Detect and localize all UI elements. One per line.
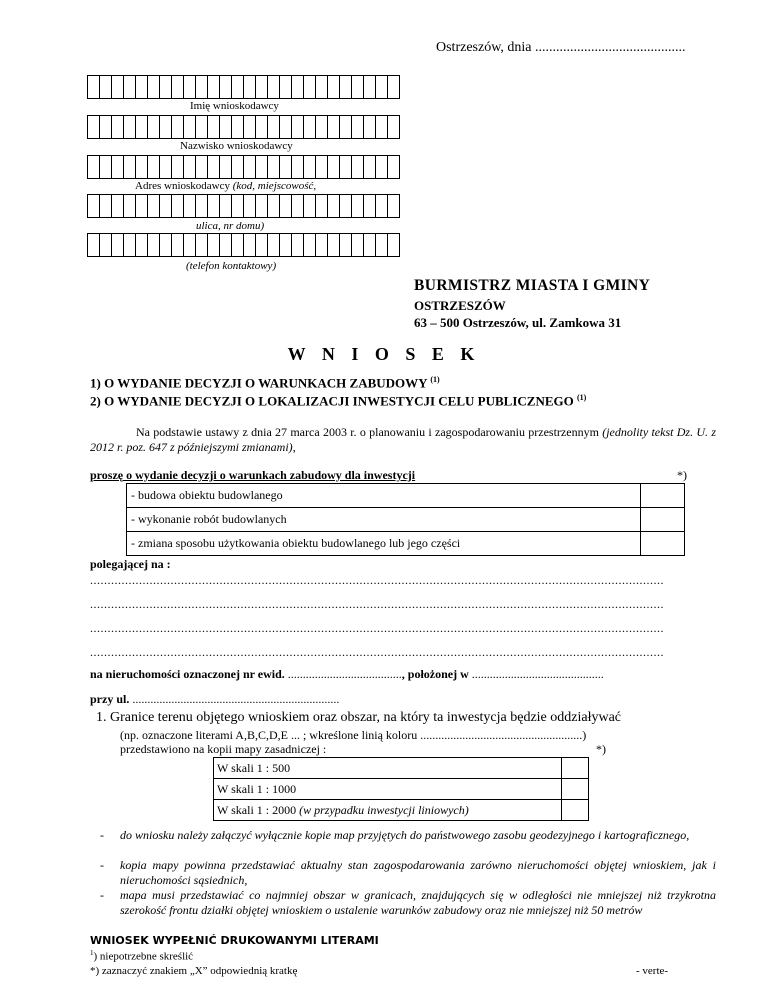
letter-cell[interactable] — [340, 155, 352, 179]
first-name-input-grid[interactable] — [87, 75, 400, 99]
letter-cell[interactable] — [280, 75, 292, 99]
caps-instruction: WNIOSEK WYPEŁNIĆ DRUKOWANYMI LITERAMI — [90, 934, 379, 947]
table-row — [214, 800, 589, 821]
letter-cell[interactable] — [184, 155, 196, 179]
note-dash: - — [100, 888, 104, 902]
letter-cell[interactable] — [304, 233, 316, 257]
letter-cell[interactable] — [208, 194, 220, 218]
letter-cell[interactable] — [376, 75, 388, 99]
letter-cell[interactable] — [256, 194, 268, 218]
letter-cell[interactable] — [388, 155, 400, 179]
investment-type-label: - zmiana sposobu użytkowania obiektu budowlanego lub jego części — [127, 532, 641, 556]
letter-cell[interactable] — [112, 194, 124, 218]
letter-cell[interactable] — [352, 233, 364, 257]
letter-cell[interactable] — [124, 155, 136, 179]
letter-cell[interactable] — [100, 75, 112, 99]
letter-cell[interactable] — [208, 75, 220, 99]
letter-cell[interactable] — [88, 115, 100, 139]
letter-cell[interactable] — [268, 233, 280, 257]
note-dash: - — [100, 828, 104, 842]
table-row — [127, 484, 685, 508]
letter-cell[interactable] — [376, 194, 388, 218]
letter-cell[interactable] — [124, 75, 136, 99]
letter-cell[interactable] — [220, 115, 232, 139]
letter-cell[interactable] — [352, 115, 364, 139]
footnote-1: $^1$) niepotrzebne skreślić — [90, 949, 194, 963]
letter-cell[interactable] — [244, 115, 256, 139]
letter-cell[interactable] — [172, 75, 184, 99]
letter-cell[interactable] — [208, 233, 220, 257]
footnote-2: *) zaznaczyć znakiem „X” odpowiednią kratkę — [90, 965, 298, 977]
phone-input-grid[interactable] — [87, 233, 400, 257]
letter-cell[interactable] — [388, 115, 400, 139]
letter-cell[interactable] — [208, 155, 220, 179]
letter-cell[interactable] — [316, 194, 328, 218]
letter-cell[interactable] — [160, 155, 172, 179]
letter-cell[interactable] — [232, 75, 244, 99]
note-text: do wniosku należy załączyć wyłącznie kopie map przyjętych do państwowego zasobu geodezyjnego i kartograficznego, — [120, 828, 690, 842]
request-line: proszę o wydanie decyzji o warunkach zabudowy dla inwestycji — [90, 468, 416, 482]
letter-cell[interactable] — [316, 75, 328, 99]
letter-cell[interactable] — [304, 155, 316, 179]
address-caption-2: ulica, nr domu) — [196, 220, 265, 232]
letter-cell[interactable] — [244, 75, 256, 99]
letter-cell[interactable] — [376, 115, 388, 139]
letter-cell[interactable] — [364, 155, 376, 179]
note-text: kopia mapy powinna przedstawiać aktualny stan zagospodarowania zarówno nieruchomości objętej wnioskiem, jak i nieruchomości sąsiednich, — [120, 858, 716, 887]
consisting-label: polegającej na : — [90, 557, 171, 571]
letter-cell[interactable] — [304, 194, 316, 218]
letter-cell[interactable] — [388, 75, 400, 99]
letter-cell[interactable] — [232, 194, 244, 218]
addressee-title: BURMISTRZ MIASTA I GMINY — [414, 277, 651, 294]
scale-checkbox[interactable] — [562, 779, 589, 800]
letter-cell[interactable] — [364, 194, 376, 218]
letter-cell[interactable] — [244, 194, 256, 218]
investment-type-label: - wykonanie robót budowlanych — [127, 508, 641, 532]
table-row — [214, 758, 589, 779]
letter-cell[interactable] — [148, 194, 160, 218]
letter-cell[interactable] — [88, 155, 100, 179]
letter-cell[interactable] — [352, 155, 364, 179]
letter-cell[interactable] — [160, 233, 172, 257]
letter-cell[interactable] — [376, 155, 388, 179]
letter-cell[interactable] — [292, 75, 304, 99]
scale-label: W skali 1 : 1000 — [214, 779, 562, 800]
letter-cell[interactable] — [376, 233, 388, 257]
scale-checkbox[interactable] — [562, 800, 589, 821]
letter-cell[interactable] — [208, 115, 220, 139]
letter-cell[interactable] — [268, 194, 280, 218]
letter-cell[interactable] — [100, 115, 112, 139]
letter-cell[interactable] — [292, 233, 304, 257]
letter-cell[interactable] — [136, 115, 148, 139]
letter-cell[interactable] — [148, 115, 160, 139]
letter-cell[interactable] — [280, 115, 292, 139]
letter-cell[interactable] — [100, 233, 112, 257]
letter-cell[interactable] — [136, 233, 148, 257]
letter-cell[interactable] — [220, 233, 232, 257]
boundaries-heading: 1. Granice terenu objętego wnioskiem oraz obszar, na który ta inwestycja będzie oddziaływać — [96, 710, 622, 725]
description-line[interactable]: .................................................................................................................................................................... — [90, 621, 664, 635]
map-scale-table — [213, 757, 589, 821]
letter-cell[interactable] — [364, 115, 376, 139]
scale-label: W skali 1 : 2000 (w przypadku inwestycji liniowych) — [214, 800, 562, 821]
letter-cell[interactable] — [196, 115, 208, 139]
description-line[interactable]: .................................................................................................................................................................... — [90, 573, 664, 587]
letter-cell[interactable] — [196, 155, 208, 179]
boundaries-star: *) — [596, 742, 606, 756]
description-line[interactable]: .................................................................................................................................................................... — [90, 645, 664, 659]
letter-cell[interactable] — [268, 115, 280, 139]
addressee-address: 63 – 500 Ostrzeszów, ul. Zamkowa 31 — [414, 315, 622, 330]
letter-cell[interactable] — [328, 155, 340, 179]
investment-type-label: - budowa obiektu budowlanego — [127, 484, 641, 508]
letter-cell[interactable] — [172, 233, 184, 257]
letter-cell[interactable] — [148, 155, 160, 179]
letter-cell[interactable] — [196, 233, 208, 257]
table-row — [214, 779, 589, 800]
letter-cell[interactable] — [88, 75, 100, 99]
last-name-caption: Nazwisko wnioskodawcy — [180, 140, 293, 152]
table-row — [127, 508, 685, 532]
scale-label: W skali 1 : 500 — [214, 758, 562, 779]
letter-cell[interactable] — [340, 115, 352, 139]
letter-cell[interactable] — [364, 233, 376, 257]
first-name-caption: Imię wnioskodawcy — [190, 100, 279, 112]
letter-cell[interactable] — [256, 75, 268, 99]
letter-cell[interactable] — [256, 115, 268, 139]
letter-cell[interactable] — [364, 75, 376, 99]
property-line[interactable]: na nieruchomości oznaczonej nr ewid. ......................................, położonej w ............................................ — [90, 667, 604, 681]
letter-cell[interactable] — [184, 115, 196, 139]
letter-cell[interactable] — [196, 194, 208, 218]
letter-cell[interactable] — [256, 155, 268, 179]
letter-cell[interactable] — [268, 75, 280, 99]
letter-cell[interactable] — [232, 115, 244, 139]
investment-type-checkbox[interactable] — [641, 484, 685, 508]
letter-cell[interactable] — [172, 194, 184, 218]
last-name-input-grid[interactable] — [87, 115, 400, 139]
letter-cell[interactable] — [280, 194, 292, 218]
address-caption: Adres wnioskodawcy (kod, miejscowość, — [135, 180, 317, 192]
letter-cell[interactable] — [292, 194, 304, 218]
address-input-grid-1[interactable] — [87, 155, 400, 179]
letter-cell[interactable] — [196, 75, 208, 99]
letter-cell[interactable] — [100, 194, 112, 218]
letter-cell[interactable] — [388, 233, 400, 257]
letter-cell[interactable] — [100, 155, 112, 179]
letter-cell[interactable] — [316, 115, 328, 139]
letter-cell[interactable] — [232, 233, 244, 257]
letter-cell[interactable] — [340, 194, 352, 218]
letter-cell[interactable] — [88, 194, 100, 218]
letter-cell[interactable] — [148, 75, 160, 99]
legal-basis: Na podstawie ustawy z dnia 27 marca 2003 r. o planowaniu i zagospodarowaniu przestrzennym (jednolity tekst Dz. U. z 2012 r. poz. 647 z późniejszymi zmianami), — [90, 425, 716, 454]
letter-cell[interactable] — [244, 233, 256, 257]
letter-cell[interactable] — [328, 233, 340, 257]
letter-cell[interactable] — [124, 194, 136, 218]
boundaries-sub1: (np. oznaczone literami A,B,C,D,E ... ; wkreślone linią koloru ......................................................) — [120, 728, 587, 742]
option-2[interactable]: 2) O WYDANIE DECYZJI O LOKALIZACJI INWESTYCJI CELU PUBLICZNEGO $^{(1)}$ — [90, 393, 587, 409]
table-row — [127, 532, 685, 556]
letter-cell[interactable] — [160, 194, 172, 218]
letter-cell[interactable] — [316, 155, 328, 179]
addressee-city: OSTRZESZÓW — [414, 298, 506, 313]
letter-cell[interactable] — [328, 75, 340, 99]
address-input-grid-2[interactable] — [87, 194, 400, 218]
letter-cell[interactable] — [292, 115, 304, 139]
note-text: mapa musi przedstawiać co najmniej obszar w granicach, znajdujących się w odległości nie mniejszej niż trzykrotna szerokość frontu działki objętej wnioskiem o ustalenie warunków zabudowy oraz nie mniejszej niż 50 metrów — [120, 888, 716, 917]
letter-cell[interactable] — [304, 115, 316, 139]
letter-cell[interactable] — [148, 233, 160, 257]
letter-cell[interactable] — [184, 75, 196, 99]
letter-cell[interactable] — [256, 233, 268, 257]
letter-cell[interactable] — [280, 233, 292, 257]
street-line[interactable]: przy ul. ..................................................................... — [90, 692, 340, 706]
letter-cell[interactable] — [184, 233, 196, 257]
letter-cell[interactable] — [136, 155, 148, 179]
letter-cell[interactable] — [220, 155, 232, 179]
investment-type-checkbox[interactable] — [641, 532, 685, 556]
letter-cell[interactable] — [112, 155, 124, 179]
letter-cell[interactable] — [112, 233, 124, 257]
phone-caption: (telefon kontaktowy) — [186, 260, 277, 272]
letter-cell[interactable] — [172, 115, 184, 139]
letter-cell[interactable] — [328, 115, 340, 139]
letter-cell[interactable] — [160, 75, 172, 99]
note-dash: - — [100, 858, 104, 872]
letter-cell[interactable] — [172, 155, 184, 179]
letter-cell[interactable] — [244, 155, 256, 179]
letter-cell[interactable] — [316, 233, 328, 257]
letter-cell[interactable] — [268, 155, 280, 179]
letter-cell[interactable] — [220, 75, 232, 99]
verte-note: - verte- — [636, 965, 669, 977]
letter-cell[interactable] — [352, 194, 364, 218]
letter-cell[interactable] — [160, 115, 172, 139]
letter-cell[interactable] — [124, 233, 136, 257]
investment-type-checkbox[interactable] — [641, 508, 685, 532]
option-1[interactable]: 1) O WYDANIE DECYZJI O WARUNKACH ZABUDOWY $^{(1)}$ — [90, 375, 440, 391]
letter-cell[interactable] — [136, 75, 148, 99]
letter-cell[interactable] — [292, 155, 304, 179]
letter-cell[interactable] — [340, 233, 352, 257]
description-line[interactable]: .................................................................................................................................................................... — [90, 597, 664, 611]
letter-cell[interactable] — [88, 233, 100, 257]
letter-cell[interactable] — [112, 115, 124, 139]
date-line[interactable]: Ostrzeszów, dnia ........................................... — [436, 40, 686, 55]
investment-type-table — [126, 483, 685, 556]
form-title: W N I O S E K — [287, 344, 481, 364]
letter-cell[interactable] — [184, 194, 196, 218]
star-mark: *) — [677, 468, 687, 482]
letter-cell[interactable] — [388, 194, 400, 218]
letter-cell[interactable] — [136, 194, 148, 218]
letter-cell[interactable] — [340, 75, 352, 99]
letter-cell[interactable] — [124, 115, 136, 139]
letter-cell[interactable] — [280, 155, 292, 179]
letter-cell[interactable] — [328, 194, 340, 218]
letter-cell[interactable] — [232, 155, 244, 179]
boundaries-sub2: przedstawiono na kopii mapy zasadniczej : — [120, 742, 327, 756]
letter-cell[interactable] — [220, 194, 232, 218]
letter-cell[interactable] — [304, 75, 316, 99]
letter-cell[interactable] — [352, 75, 364, 99]
letter-cell[interactable] — [112, 75, 124, 99]
scale-checkbox[interactable] — [562, 758, 589, 779]
